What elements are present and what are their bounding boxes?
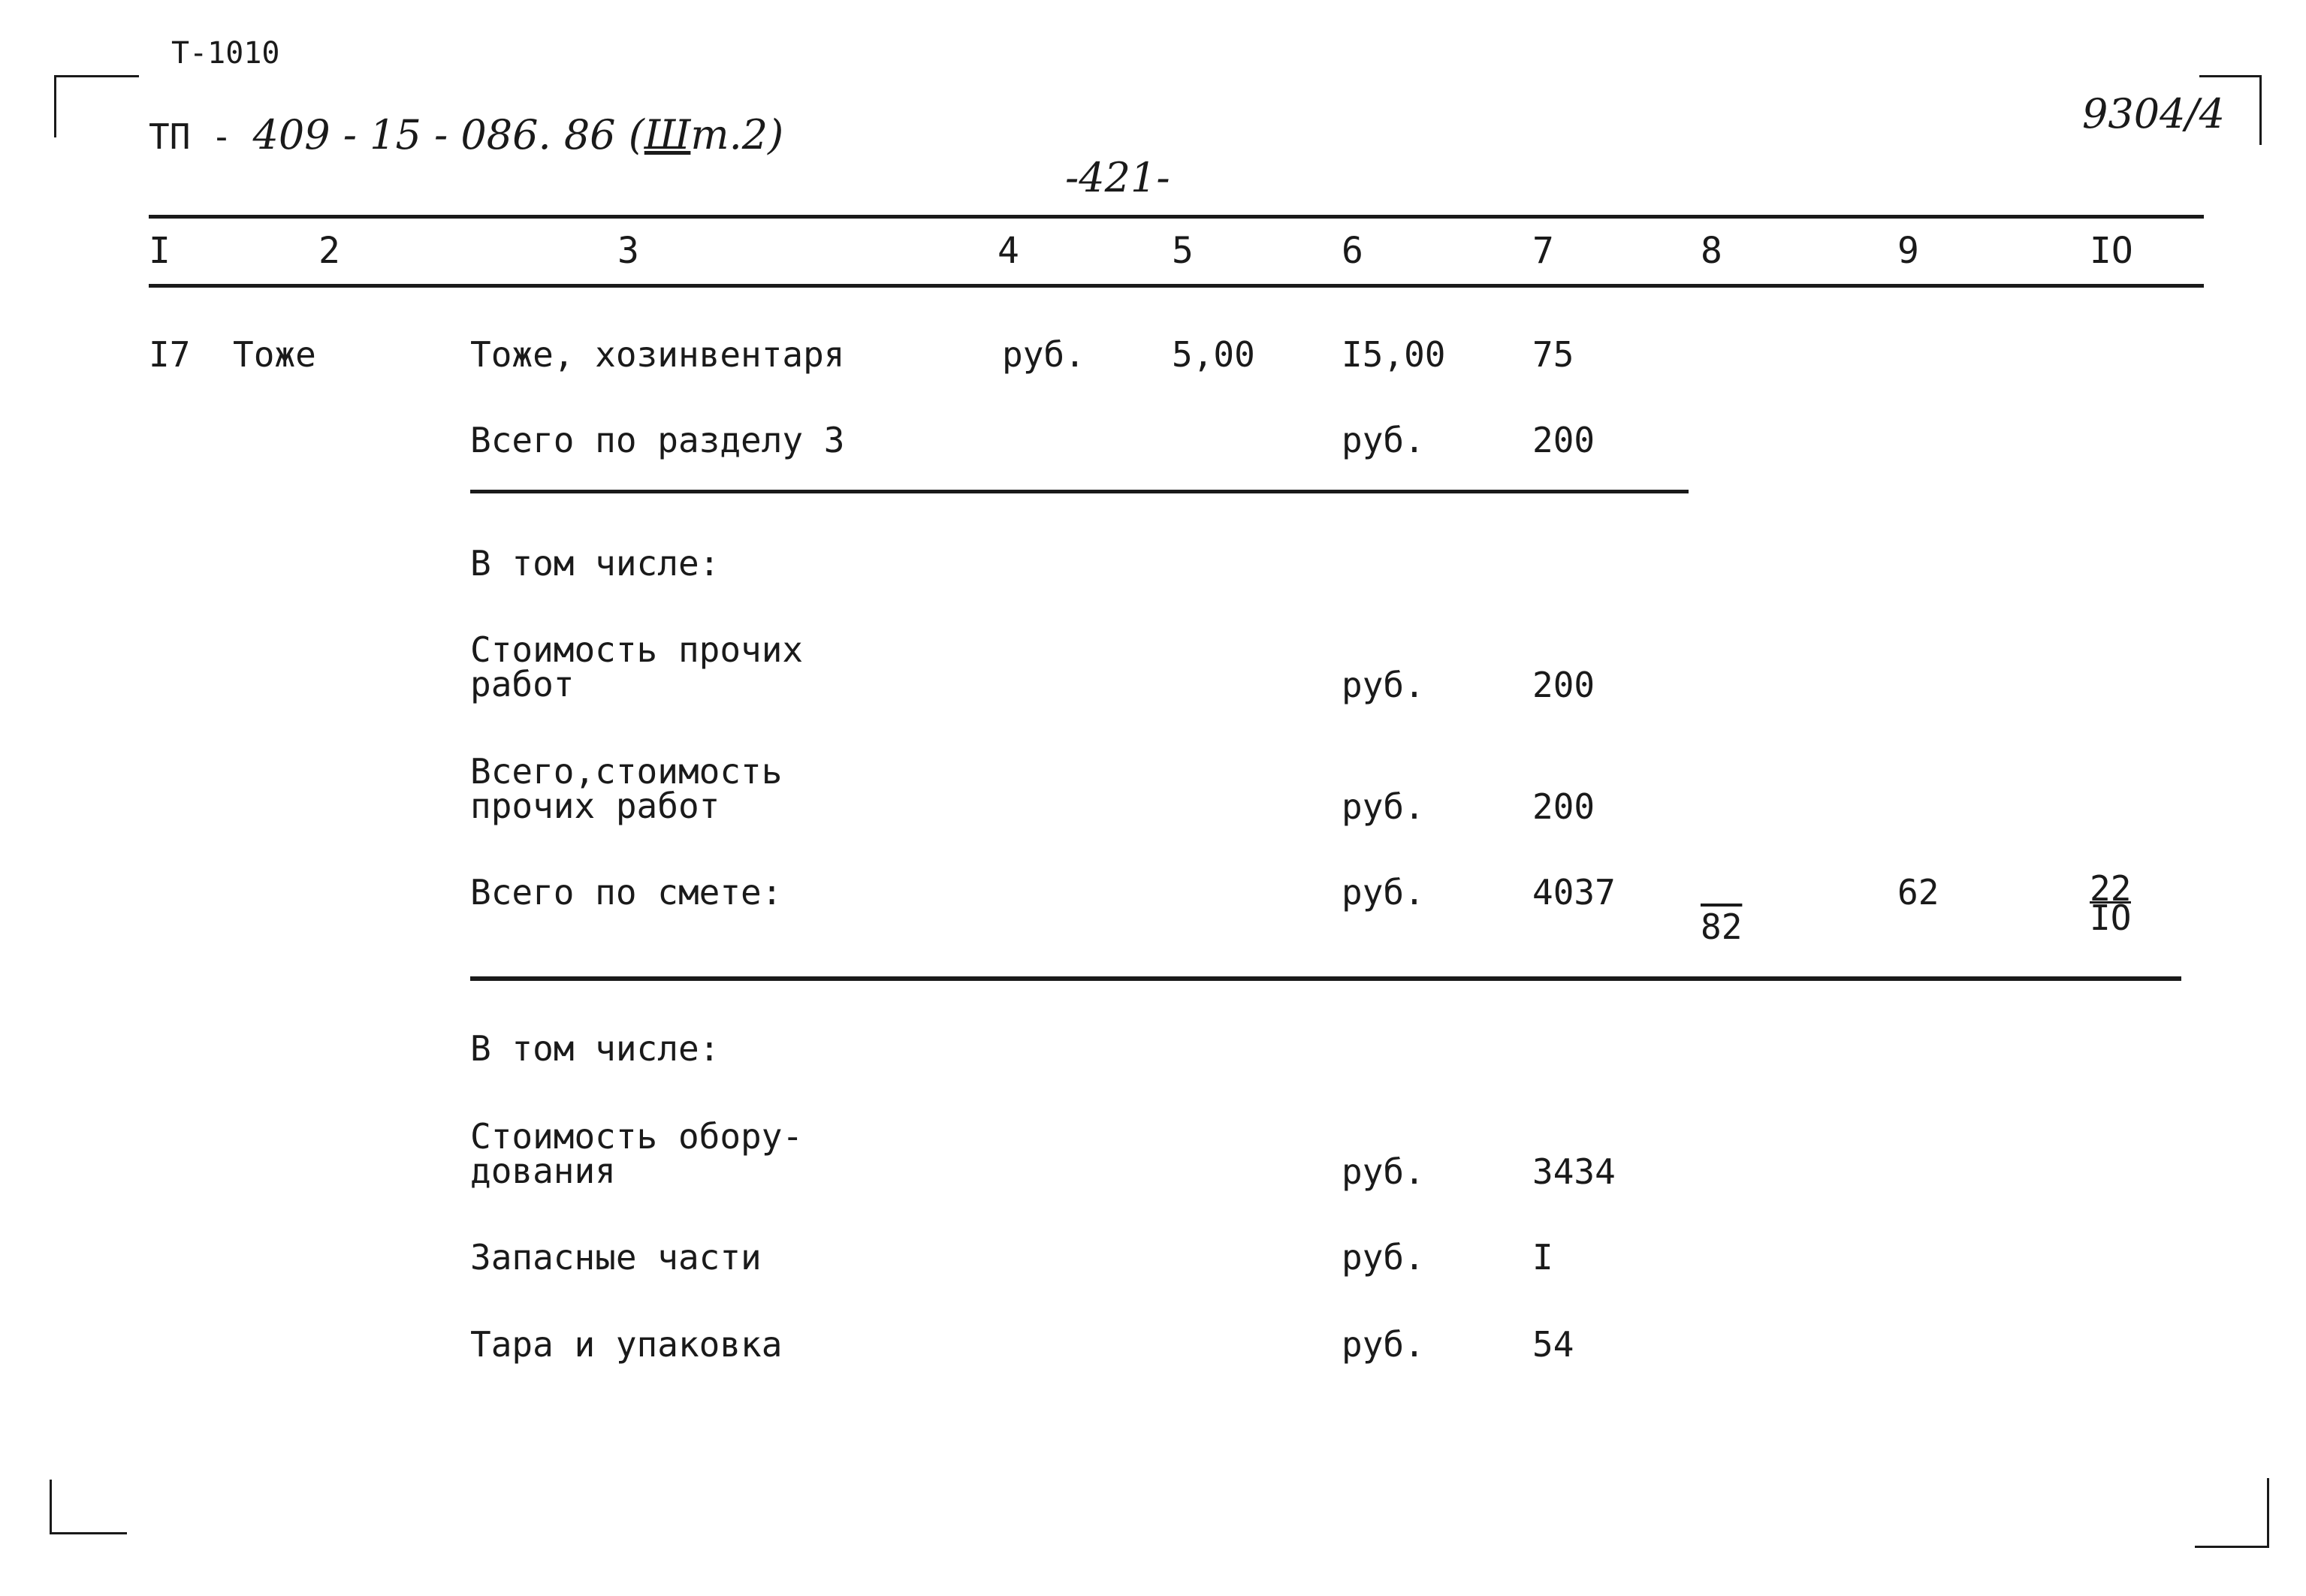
column-header-1: I	[149, 230, 171, 272]
column-header-4: 4	[998, 230, 1019, 272]
column-header-8: 8	[1701, 230, 1722, 272]
estimate-total-col10	[2090, 868, 2132, 938]
spare-parts-value: I	[1532, 1237, 1553, 1278]
section-total-label: Всего по разделу 3	[470, 420, 845, 460]
header-rule-bottom	[149, 284, 2204, 288]
row-17-rate: I5,00	[1342, 334, 1446, 375]
section-total-unit: руб.	[1342, 420, 1425, 460]
equipment-label-line1: Стоимость обору-	[470, 1116, 804, 1157]
other-works-label-line2: работ	[470, 664, 575, 704]
document-code: Т-1010	[171, 36, 280, 71]
row-17-total: 75	[1532, 334, 1574, 375]
row-17-number: I7	[149, 334, 191, 375]
other-works-label-line1: Стоимость прочих	[470, 629, 804, 670]
document-volume-suffix: т.2)	[690, 111, 784, 158]
column-header-10: IO	[2090, 230, 2133, 272]
total-other-label-line2: прочих работ	[470, 786, 720, 826]
other-works-value: 200	[1532, 665, 1595, 705]
corner-mark-bottom-left	[50, 1480, 127, 1534]
equipment-unit: руб.	[1342, 1151, 1425, 1192]
spare-parts-label: Запасные части	[470, 1237, 762, 1278]
including-label-1: В том числе:	[470, 543, 720, 584]
packaging-unit: руб.	[1342, 1324, 1425, 1365]
row-17-name: Тоже, хозинвентаря	[470, 334, 845, 375]
column-header-2: 2	[318, 230, 340, 272]
estimate-total-value: 4037	[1532, 872, 1616, 913]
document-number: 409 - 15 - 086. 86 (	[252, 111, 644, 158]
column-header-7: 7	[1532, 230, 1554, 272]
estimate-total-col9: 62	[1897, 872, 1939, 913]
spare-parts-unit: руб.	[1342, 1237, 1425, 1278]
row-17-col2: Тоже	[233, 334, 316, 375]
section-total-value: 200	[1532, 420, 1595, 460]
corner-mark-bottom-right	[2195, 1478, 2269, 1548]
sheet-reference: 9304/4	[2082, 90, 2225, 137]
column-header-3: 3	[617, 230, 639, 272]
section-total-rule	[470, 490, 1689, 493]
total-other-label-line1: Всего,стоимость	[470, 751, 783, 792]
estimate-total-col10-bottom: IO	[2090, 898, 2132, 938]
column-header-5: 5	[1172, 230, 1194, 272]
estimate-total-rule	[470, 976, 2181, 981]
page-number: -421-	[1065, 154, 1170, 201]
estimate-total-unit: руб.	[1342, 872, 1425, 913]
column-header-6: 6	[1342, 230, 1363, 272]
other-works-unit: руб.	[1342, 665, 1425, 705]
packaging-value: 54	[1532, 1324, 1574, 1365]
document-volume: Ш	[644, 111, 691, 158]
including-label-2: В том числе:	[470, 1028, 720, 1069]
equipment-value: 3434	[1532, 1151, 1616, 1192]
equipment-label-line2: дования	[470, 1151, 616, 1191]
column-header-9: 9	[1897, 230, 1919, 272]
estimate-total-col8: 82	[1701, 907, 1743, 947]
row-17-price: 5,00	[1172, 334, 1255, 375]
total-other-value: 200	[1532, 786, 1595, 827]
row-17-unit: руб.	[1002, 334, 1085, 375]
estimate-total-label: Всего по смете:	[470, 872, 783, 913]
header-rule-top	[149, 215, 2204, 219]
packaging-label: Тара и упаковка	[470, 1324, 783, 1365]
document-designation	[149, 111, 783, 158]
total-other-unit: руб.	[1342, 786, 1425, 827]
estimate-total-col10-top: 22	[2090, 868, 2132, 909]
corner-mark-top-left	[54, 75, 139, 137]
document-prefix: ТП -	[149, 116, 253, 157]
